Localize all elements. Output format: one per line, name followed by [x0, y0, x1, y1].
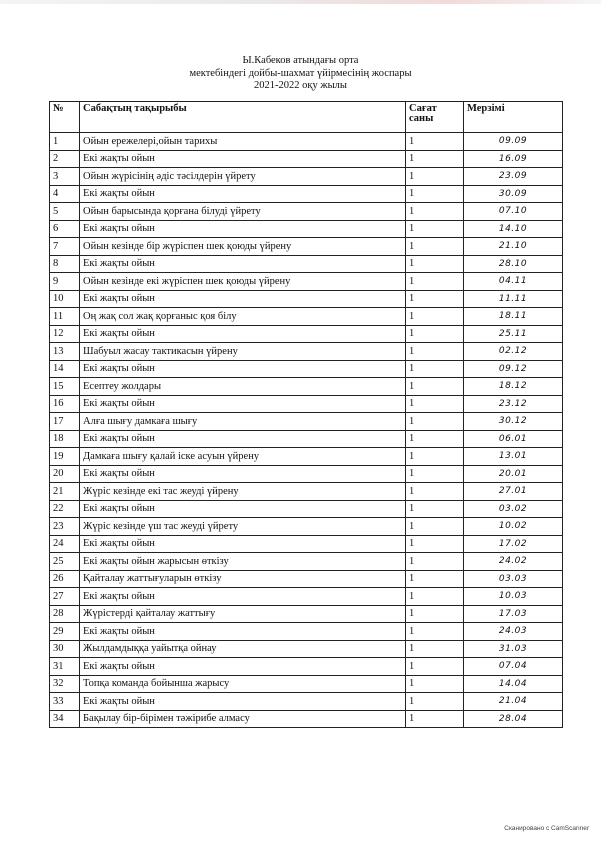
- row-date: 18.11: [464, 308, 563, 326]
- row-date: 14.04: [464, 675, 563, 693]
- table-row: [50, 150, 563, 168]
- table-row: [50, 238, 563, 256]
- row-number: 18: [50, 430, 80, 448]
- row-date: 07.04: [464, 658, 563, 676]
- table-row: [50, 500, 563, 518]
- row-hours: 1: [406, 203, 464, 221]
- row-date: 11.11: [464, 290, 563, 308]
- column-header-date: Мерзімі: [464, 102, 563, 133]
- row-number: 17: [50, 413, 80, 431]
- row-topic: Екі жақты ойын: [80, 185, 406, 203]
- row-number: 25: [50, 553, 80, 571]
- scan-edge-artifact: [0, 0, 601, 4]
- table-row: [50, 255, 563, 273]
- row-hours: 1: [406, 623, 464, 641]
- row-topic: Екі жақты ойын: [80, 465, 406, 483]
- row-topic: Екі жақты ойын: [80, 150, 406, 168]
- row-hours: 1: [406, 430, 464, 448]
- row-hours: 1: [406, 168, 464, 186]
- row-number: 12: [50, 325, 80, 343]
- row-topic: Қайталау жаттығуларын өткізу: [80, 570, 406, 588]
- row-number: 19: [50, 448, 80, 466]
- table-body: [50, 133, 563, 728]
- table-row: [50, 518, 563, 536]
- table-row: [50, 430, 563, 448]
- column-header-hours-label: Сағат саны: [409, 103, 437, 124]
- row-date: 09.09: [464, 133, 563, 151]
- row-date: 06.01: [464, 430, 563, 448]
- table-row: [50, 605, 563, 623]
- row-topic: Ойын ережелері,ойын тарихы: [80, 133, 406, 151]
- table-row: [50, 693, 563, 711]
- header-academic-year: 2021-2022 оқу жылы: [254, 80, 347, 92]
- row-topic: Жылдамдыққа уайытқа ойнау: [80, 640, 406, 658]
- row-number: 9: [50, 273, 80, 291]
- row-topic: Оң жақ сол жақ қорғаныс қоя білу: [80, 308, 406, 326]
- row-date: 24.03: [464, 623, 563, 641]
- table-row: [50, 308, 563, 326]
- row-date: 03.02: [464, 500, 563, 518]
- row-number: 16: [50, 395, 80, 413]
- table-row: [50, 675, 563, 693]
- table-row: [50, 203, 563, 221]
- row-topic: Шабуыл жасау тактикасын үйрену: [80, 343, 406, 361]
- row-topic: Екі жақты ойын: [80, 430, 406, 448]
- row-topic: Топқа команда бойынша жарысу: [80, 675, 406, 693]
- table-row: [50, 185, 563, 203]
- row-topic: Ойын кезінде екі жүріспен шек қоюды үйрену: [80, 273, 406, 291]
- row-topic: Екі жақты ойын: [80, 693, 406, 711]
- row-number: 5: [50, 203, 80, 221]
- column-header-number: №: [50, 102, 80, 133]
- row-hours: 1: [406, 273, 464, 291]
- row-hours: 1: [406, 553, 464, 571]
- row-hours: 1: [406, 710, 464, 728]
- table-row: [50, 710, 563, 728]
- row-hours: 1: [406, 483, 464, 501]
- row-hours: 1: [406, 605, 464, 623]
- row-topic: Екі жақты ойын: [80, 220, 406, 238]
- row-topic: Жүріс кезінде екі тас жеуді үйрену: [80, 483, 406, 501]
- row-date: 31.03: [464, 640, 563, 658]
- row-hours: 1: [406, 588, 464, 606]
- table-row: [50, 535, 563, 553]
- row-number: 15: [50, 378, 80, 396]
- row-topic: Екі жақты ойын: [80, 360, 406, 378]
- table-header-row: [50, 102, 563, 133]
- row-number: 32: [50, 675, 80, 693]
- row-date: 02.12: [464, 343, 563, 361]
- row-date: 13.01: [464, 448, 563, 466]
- table-row: [50, 343, 563, 361]
- row-hours: 1: [406, 378, 464, 396]
- row-hours: 1: [406, 465, 464, 483]
- row-hours: 1: [406, 343, 464, 361]
- table-row: [50, 168, 563, 186]
- row-number: 30: [50, 640, 80, 658]
- row-number: 22: [50, 500, 80, 518]
- row-date: 03.03: [464, 570, 563, 588]
- row-topic: Екі жақты ойын жарысын өткізу: [80, 553, 406, 571]
- row-date: 04.11: [464, 273, 563, 291]
- table-row: [50, 290, 563, 308]
- row-number: 14: [50, 360, 80, 378]
- row-number: 6: [50, 220, 80, 238]
- row-number: 23: [50, 518, 80, 536]
- row-number: 21: [50, 483, 80, 501]
- row-hours: 1: [406, 238, 464, 256]
- row-date: 17.02: [464, 535, 563, 553]
- row-hours: 1: [406, 500, 464, 518]
- row-topic: Бақылау бір-бірімен тәжірибе алмасу: [80, 710, 406, 728]
- row-topic: Жүріс кезінде үш тас жеуді үйрету: [80, 518, 406, 536]
- row-number: 33: [50, 693, 80, 711]
- row-date: 21.04: [464, 693, 563, 711]
- row-date: 25.11: [464, 325, 563, 343]
- row-hours: 1: [406, 308, 464, 326]
- row-date: 23.09: [464, 168, 563, 186]
- column-header-topic: Сабақтың тақырыбы: [80, 102, 406, 133]
- table-row: [50, 133, 563, 151]
- row-date: 18.12: [464, 378, 563, 396]
- row-hours: 1: [406, 150, 464, 168]
- row-topic: Екі жақты ойын: [80, 658, 406, 676]
- row-hours: 1: [406, 360, 464, 378]
- row-number: 31: [50, 658, 80, 676]
- row-number: 13: [50, 343, 80, 361]
- table-row: [50, 588, 563, 606]
- column-header-hours: [406, 102, 464, 133]
- table-row: [50, 623, 563, 641]
- table-row: [50, 465, 563, 483]
- row-date: 24.02: [464, 553, 563, 571]
- row-topic: Дамкаға шығу қалай іске асуын үйрену: [80, 448, 406, 466]
- row-date: 27.01: [464, 483, 563, 501]
- row-hours: 1: [406, 133, 464, 151]
- row-hours: 1: [406, 693, 464, 711]
- row-hours: 1: [406, 255, 464, 273]
- header-plan-title: мектебіндегі дойбы-шахмат үйірмесінің жоспары: [189, 67, 412, 79]
- row-number: 8: [50, 255, 80, 273]
- table-row: [50, 220, 563, 238]
- row-date: 16.09: [464, 150, 563, 168]
- row-number: 11: [50, 308, 80, 326]
- row-hours: 1: [406, 413, 464, 431]
- table-row: [50, 640, 563, 658]
- row-number: 4: [50, 185, 80, 203]
- row-date: 21.10: [464, 238, 563, 256]
- table-row: [50, 395, 563, 413]
- row-hours: 1: [406, 658, 464, 676]
- row-topic: Жүрістерді қайталау жаттығу: [80, 605, 406, 623]
- table-row: [50, 553, 563, 571]
- row-topic: Ойын барысында қорғана білуді үйрету: [80, 203, 406, 221]
- document-header: [0, 55, 601, 93]
- row-hours: 1: [406, 675, 464, 693]
- row-number: 7: [50, 238, 80, 256]
- row-topic: Екі жақты ойын: [80, 623, 406, 641]
- row-topic: Ойын жүрісінің әдіс тәсілдерін үйрету: [80, 168, 406, 186]
- table-row: [50, 360, 563, 378]
- row-hours: 1: [406, 220, 464, 238]
- row-date: 20.01: [464, 465, 563, 483]
- row-number: 27: [50, 588, 80, 606]
- row-date: 28.04: [464, 710, 563, 728]
- row-topic: Екі жақты ойын: [80, 325, 406, 343]
- row-number: 28: [50, 605, 80, 623]
- row-number: 1: [50, 133, 80, 151]
- table-row: [50, 448, 563, 466]
- row-date: 30.12: [464, 413, 563, 431]
- row-date: 10.02: [464, 518, 563, 536]
- row-hours: 1: [406, 518, 464, 536]
- table-row: [50, 570, 563, 588]
- row-date: 10.03: [464, 588, 563, 606]
- table-row: [50, 325, 563, 343]
- row-hours: 1: [406, 290, 464, 308]
- row-number: 26: [50, 570, 80, 588]
- row-topic: Екі жақты ойын: [80, 500, 406, 518]
- row-topic: Ойын кезінде бір жүріспен шек қоюды үйрену: [80, 238, 406, 256]
- row-topic: Алға шығу дамкаға шығу: [80, 413, 406, 431]
- row-date: 09.12: [464, 360, 563, 378]
- row-date: 28.10: [464, 255, 563, 273]
- header-school-line: Ы.Кабеков атындағы орта: [242, 55, 359, 66]
- row-date: 23.12: [464, 395, 563, 413]
- lesson-plan-table: [49, 101, 563, 728]
- row-topic: Екі жақты ойын: [80, 255, 406, 273]
- row-number: 3: [50, 168, 80, 186]
- row-topic: Екі жақты ойын: [80, 588, 406, 606]
- row-date: 07.10: [464, 203, 563, 221]
- row-hours: 1: [406, 395, 464, 413]
- table-row: [50, 483, 563, 501]
- row-topic: Екі жақты ойын: [80, 535, 406, 553]
- row-topic: Екі жақты ойын: [80, 395, 406, 413]
- table-row: [50, 378, 563, 396]
- table-row: [50, 658, 563, 676]
- row-hours: 1: [406, 640, 464, 658]
- row-hours: 1: [406, 185, 464, 203]
- row-hours: 1: [406, 325, 464, 343]
- table-row: [50, 413, 563, 431]
- row-number: 34: [50, 710, 80, 728]
- row-hours: 1: [406, 570, 464, 588]
- row-topic: Есептеу жолдары: [80, 378, 406, 396]
- row-number: 29: [50, 623, 80, 641]
- scanner-watermark: Сканировано с CamScanner: [504, 825, 589, 832]
- row-date: 14.10: [464, 220, 563, 238]
- row-hours: 1: [406, 535, 464, 553]
- row-number: 2: [50, 150, 80, 168]
- row-hours: 1: [406, 448, 464, 466]
- row-topic: Екі жақты ойын: [80, 290, 406, 308]
- row-number: 24: [50, 535, 80, 553]
- table-row: [50, 273, 563, 291]
- row-number: 10: [50, 290, 80, 308]
- row-number: 20: [50, 465, 80, 483]
- row-date: 30.09: [464, 185, 563, 203]
- row-date: 17.03: [464, 605, 563, 623]
